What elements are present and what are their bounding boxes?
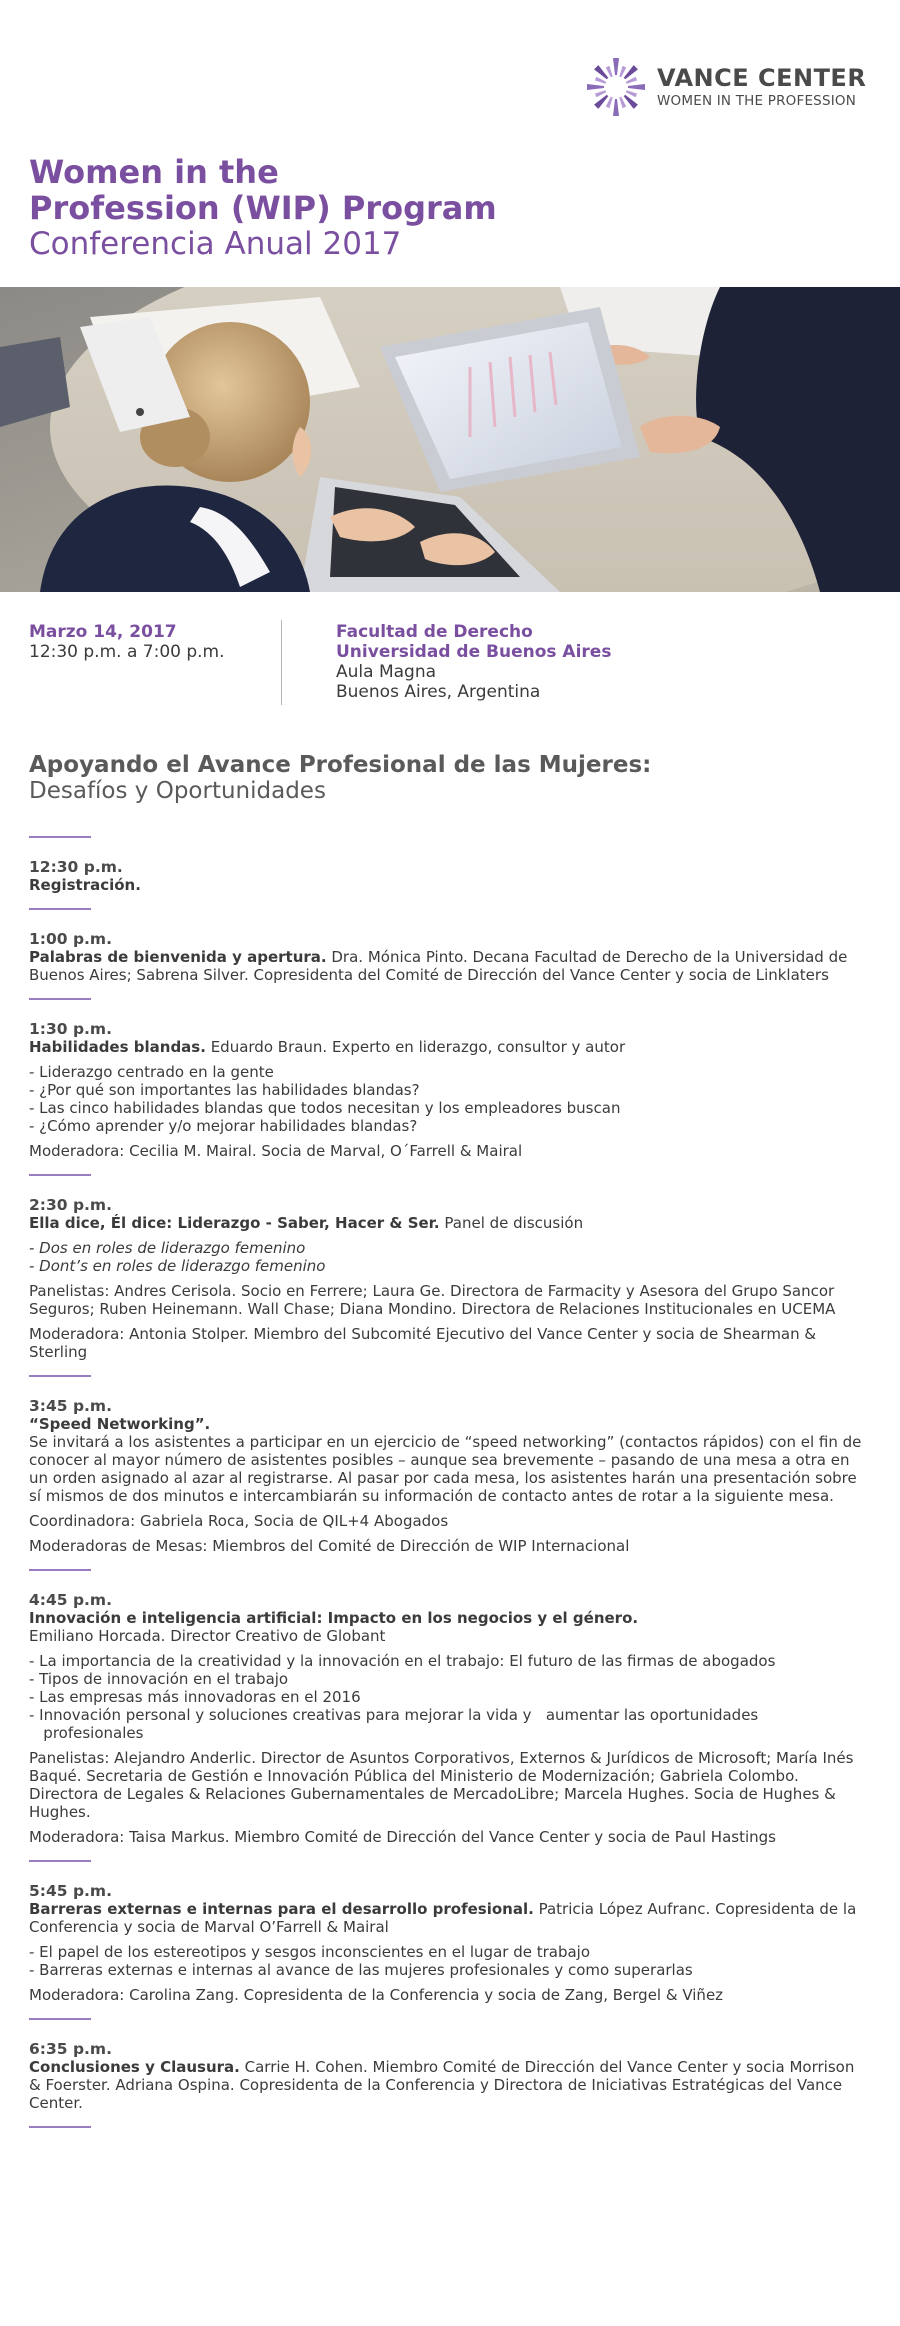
- event-info: [0, 620, 900, 710]
- agenda-bullet: - Dont’s en roles de liderazgo femenino: [29, 1257, 326, 1275]
- agenda-item: [29, 930, 869, 984]
- agenda-description: Eduardo Braun. Experto en liderazgo, consultor y autor: [205, 1038, 626, 1056]
- agenda: [29, 836, 869, 2148]
- agenda-item: [29, 2040, 869, 2112]
- agenda-heading: Barreras externas e internas para el desarrollo profesional.: [29, 1900, 534, 1918]
- agenda-bullet: - ¿Cómo aprender y/o mejorar habilidades blandas?: [29, 1117, 418, 1135]
- agenda-time: 1:30 p.m.: [29, 1020, 112, 1038]
- agenda-time: 4:45 p.m.: [29, 1591, 112, 1609]
- agenda-title: [29, 876, 869, 894]
- agenda-title: [29, 2058, 869, 2112]
- info-divider: [281, 620, 282, 705]
- agenda-bullet: - La importancia de la creatividad y la innovación en el trabajo: El futuro de las firmas de abogados: [29, 1652, 776, 1670]
- agenda-bullet: - ¿Por qué son importantes las habilidades blandas?: [29, 1081, 420, 1099]
- agenda-bullet-list: [29, 1943, 869, 1979]
- agenda-bullet: - Las cinco habilidades blandas que todos necesitan y los empleadores buscan: [29, 1099, 621, 1117]
- venue-faculty: Facultad de Derecho: [336, 622, 533, 642]
- title-line-3: Conferencia Anual 2017: [29, 226, 402, 262]
- agenda-note: Coordinadora: Gabriela Roca, Socia de QIL+4 Abogados: [29, 1512, 449, 1530]
- agenda-note: Moderadora: Cecilia M. Mairal. Socia de Marval, O´Farrell & Mairal: [29, 1142, 523, 1160]
- section-divider: [29, 836, 91, 838]
- title-line-2: Profession (WIP) Program: [29, 189, 497, 227]
- agenda-time: 1:00 p.m.: [29, 930, 112, 948]
- event-date: Marzo 14, 2017: [29, 622, 177, 642]
- agenda-time: 2:30 p.m.: [29, 1196, 112, 1214]
- agenda-heading: “Speed Networking”.: [29, 1415, 211, 1433]
- agenda-title: [29, 1900, 869, 1936]
- vance-center-logo[interactable]: [585, 56, 866, 118]
- agenda-bullet: - Liderazgo centrado en la gente: [29, 1063, 274, 1081]
- agenda-title: [29, 948, 869, 984]
- agenda-bullet-list: [29, 1063, 869, 1135]
- agenda-heading: Ella dice, Él dice: Liderazgo - Saber, Hacer & Ser.: [29, 1214, 440, 1232]
- agenda-bullet-list: [29, 1239, 869, 1275]
- agenda-item: [29, 1591, 869, 1846]
- agenda-paragraph: Se invitará a los asistentes a participar en un ejercicio de “speed networking” (contactos rápidos) con el fin de conocer al mayor número de asistentes posibles – aunque sea brevemente – pasando de una mesa a otra en un orden asignado al azar al registrarse. Al pasar por cada mesa, los asistentes harán una presentación sobre sí mismos de dos minutos e intercambiarán su información de contacto antes de rotar a la siguiente mesa.: [29, 1433, 862, 1505]
- agenda-note: Moderadora: Carolina Zang. Copresidenta de la Conferencia y socia de Zang, Bergel & Viñez: [29, 1986, 724, 2004]
- event-venue-block: [336, 622, 611, 702]
- section-divider: [29, 1375, 91, 1377]
- section-divider: [29, 998, 91, 1000]
- agenda-title: [29, 1038, 869, 1056]
- agenda-bullet: profesionales: [29, 1724, 144, 1742]
- section-divider: [29, 908, 91, 910]
- agenda-heading: Habilidades blandas.: [29, 1038, 206, 1056]
- venue-city: Buenos Aires, Argentina: [336, 682, 541, 702]
- event-date-block: [29, 622, 225, 662]
- agenda-title: [29, 1415, 869, 1433]
- section-divider: [29, 1860, 91, 1862]
- agenda-description: Patricia López Aufranc. Copresidenta de la Conferencia y socia de Marval O’Farrell & Mairal: [29, 1900, 857, 1936]
- agenda-description: Panel de discusión: [439, 1214, 584, 1232]
- agenda-title: [29, 1609, 869, 1627]
- agenda-item: [29, 858, 869, 894]
- theme-line-2: Desafíos y Oportunidades: [29, 778, 326, 804]
- agenda-description: Carrie H. Cohen. Miembro Comité de Dirección del Vance Center y socia Morrison & Foerster. Adriana Ospina. Copresidenta de la Conferencia y Directora de Iniciativas Estratégicas del Vance Center.: [29, 2058, 855, 2112]
- agenda-note: Moderadora: Antonia Stolper. Miembro del Subcomité Ejecutivo del Vance Center y socia de Shearman & Sterling: [29, 1325, 817, 1361]
- header: [0, 0, 900, 287]
- agenda-note: Moderadoras de Mesas: Miembros del Comité de Dirección de WIP Internacional: [29, 1537, 630, 1555]
- agenda-bullet: - Tipos de innovación en el trabajo: [29, 1670, 289, 1688]
- agenda-heading: Palabras de bienvenida y apertura.: [29, 948, 327, 966]
- event-time: 12:30 p.m. a 7:00 p.m.: [29, 642, 225, 662]
- agenda-bullet: - Dos en roles de liderazgo femenino: [29, 1239, 306, 1257]
- logo-text: [657, 65, 866, 109]
- section-divider: [29, 1174, 91, 1176]
- venue-university: Universidad de Buenos Aires: [336, 642, 612, 662]
- agenda-item: [29, 1397, 869, 1555]
- agenda-heading: Registración.: [29, 876, 141, 894]
- agenda-description: Dra. Mónica Pinto. Decana Facultad de Derecho de la Universidad de Buenos Aires; Sabrena Silver. Copresidenta del Comité de Dirección del Vance Center y socia de Linklaters: [29, 948, 848, 984]
- section-divider: [29, 2126, 91, 2128]
- vance-star-logo-icon: [585, 56, 647, 118]
- agenda-item: [29, 1196, 869, 1361]
- agenda-bullet-list: [29, 1652, 869, 1742]
- hero-photo: [0, 287, 900, 592]
- agenda-bullet: - Barreras externas e internas al avance de las mujeres profesionales y como superarlas: [29, 1961, 693, 1979]
- agenda-note: Moderadora: Taisa Markus. Miembro Comité de Dirección del Vance Center y socia de Paul Hastings: [29, 1828, 776, 1846]
- agenda-paragraph: Emiliano Horcada. Director Creativo de Globant: [29, 1627, 386, 1645]
- agenda-bullet: - El papel de los estereotipos y sesgos inconscientes en el lugar de trabajo: [29, 1943, 591, 1961]
- title-line-1: Women in the: [29, 153, 279, 191]
- logo-name: VANCE CENTER: [657, 64, 867, 92]
- conference-theme: [29, 752, 651, 804]
- agenda-heading: Conclusiones y Clausura.: [29, 2058, 240, 2076]
- agenda-note: Panelistas: Alejandro Anderlic. Director de Asuntos Corporativos, Externos & Jurídicos de Microsoft; María Inés Baqué. Secretaria de Gestión e Innovación Pública del Ministerio de Modernización; Gabriela Colombo. Directora de Legales & Relaciones Gubernamentales de MercadoLibre; Marcela Hughes. Socia de Hughes & Hughes.: [29, 1749, 854, 1821]
- agenda-time: 12:30 p.m.: [29, 858, 123, 876]
- section-divider: [29, 2018, 91, 2020]
- agenda-heading: Innovación e inteligencia artificial: Impacto en los negocios y el género.: [29, 1609, 639, 1627]
- theme-line-1: Apoyando el Avance Profesional de las Mujeres:: [29, 752, 652, 778]
- page-title: [29, 154, 497, 262]
- section-divider: [29, 1569, 91, 1571]
- agenda-time: 3:45 p.m.: [29, 1397, 112, 1415]
- agenda-title: [29, 1214, 869, 1232]
- agenda-time: 6:35 p.m.: [29, 2040, 112, 2058]
- venue-room: Aula Magna: [336, 662, 437, 682]
- agenda-bullet: - Innovación personal y soluciones creativas para mejorar la vida y aumentar las oportunidades: [29, 1706, 759, 1724]
- hero-illustration: [0, 287, 900, 592]
- agenda-item: [29, 1020, 869, 1160]
- logo-tagline: WOMEN IN THE PROFESSION: [657, 93, 857, 109]
- agenda-time: 5:45 p.m.: [29, 1882, 112, 1900]
- agenda-bullet: - Las empresas más innovadoras en el 2016: [29, 1688, 361, 1706]
- agenda-item: [29, 1882, 869, 2004]
- agenda-note: Panelistas: Andres Cerisola. Socio en Ferrere; Laura Ge. Directora de Farmacity y Asesora del Grupo Sancor Seguros; Ruben Heinemann. Wall Chase; Diana Mondino. Directora de Relaciones Institucionales en UCEMA: [29, 1282, 836, 1318]
